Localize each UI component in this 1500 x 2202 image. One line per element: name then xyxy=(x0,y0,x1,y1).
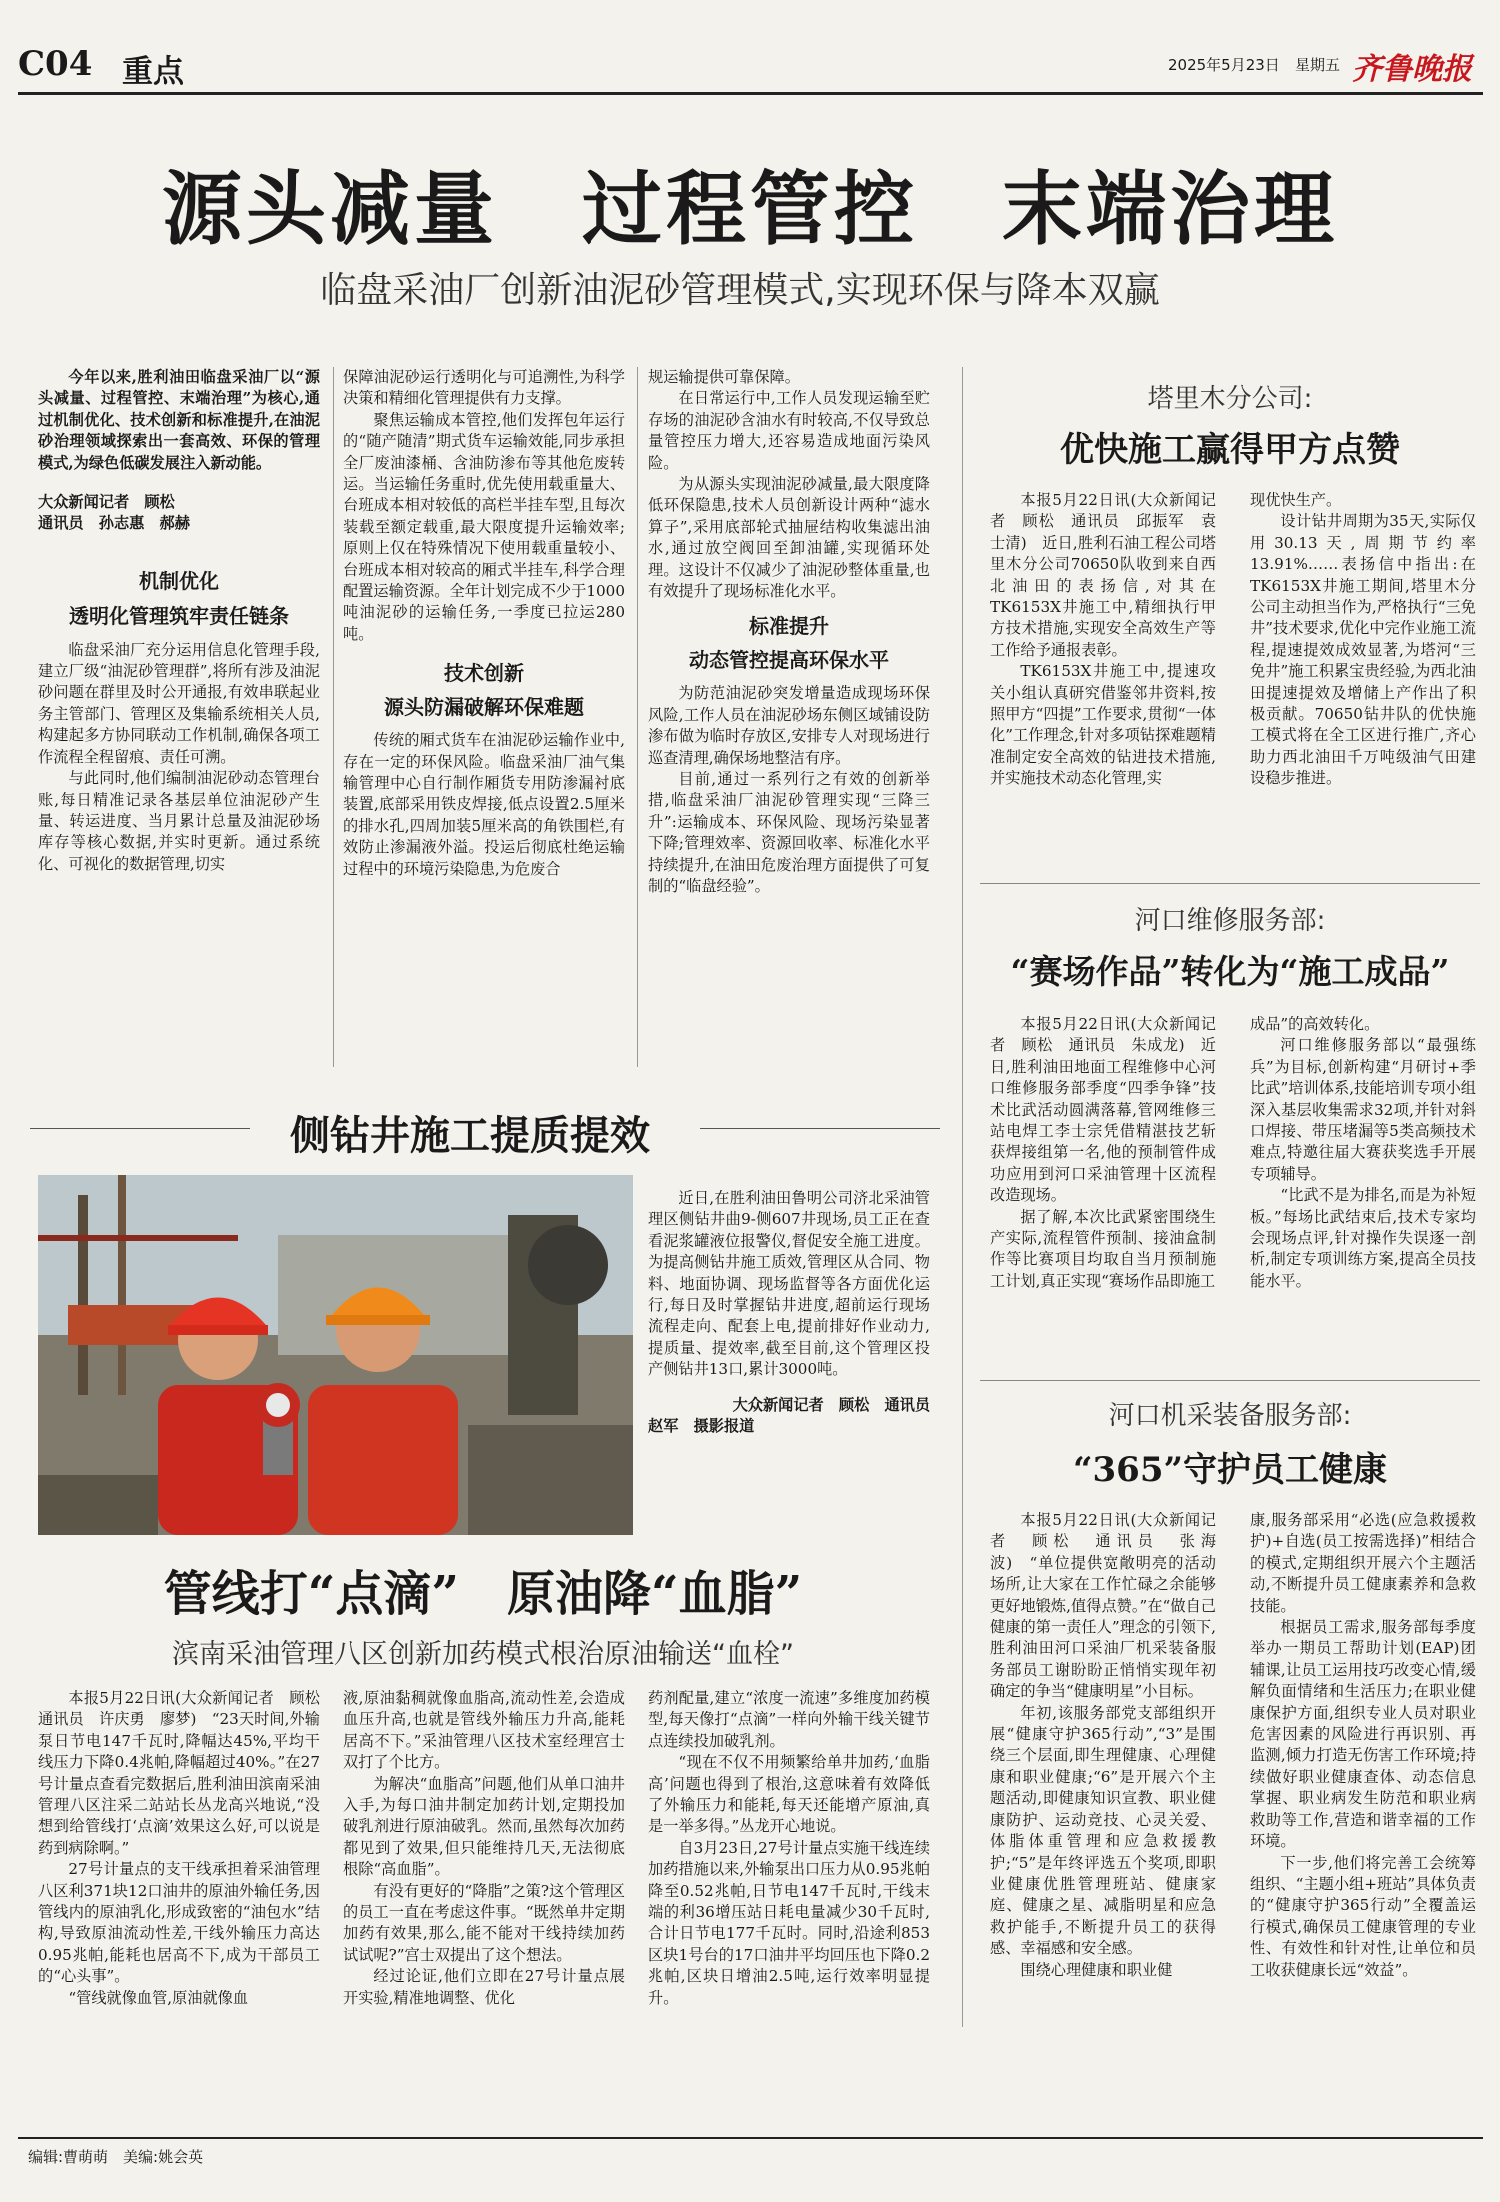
photo-title: 侧钻井施工提质提效 xyxy=(290,1112,650,1159)
photo-credit-2: 赵军 摄影报道 xyxy=(648,1417,755,1436)
right3-para-4: 康,服务部采用“必选(应急救援救护)+自选(员工按需选择)”相结合的模式,定期组织开展六个主题活动,不断提升员工健康素养和急救技能。 xyxy=(1250,1511,1476,1615)
header-rule xyxy=(18,92,1483,95)
right3-para-2: 年初,该服务部党支部组织开展“健康守护365行动”,“3”是围绕三个层面,即生理健康、心理健康和职业健康;“6”是开展六个主题活动,即健康知识宣教、职业健康防护、运动竞技、心灵关爱、体脂体重管理和应急救援教护;“5”是年终评选五个奖项,即职业健康优胜管理班站、健康家庭、健康之星、减脂明星和应急救护能手,不断提升员工的获得感、幸福感和安全感。 xyxy=(990,1703,1216,1958)
col3-para-3: 为从源头实现油泥砂减量,最大限度降低环保隐患,技术人员创新设计两种“滤水算子”,采用底部轮式抽屉结构收集滤出油水,通过放空阀回至卸油罐,实现循环处理。这设计不仅减少了油泥砂整体重量,也有效提升了现场标准化水平。 xyxy=(648,475,930,601)
sec1-head: 透明化管理筑牢责任链条 xyxy=(69,604,289,629)
right3-para-1: 本报5月22日讯(大众新闻记者 顾松 通讯员 张海波) “单位提供宽敞明亮的活动场所,让大家在工作忙碌之余能够更好地锻炼,值得点赞。”在“做自己健康的第一责任人”理念的引领下,胜利油田河口采油厂机采装备服务部员工谢盼盼正悄悄实现年初确定的争当“健康明星”小目标。 xyxy=(990,1511,1216,1701)
sec3-label: 标准提升 xyxy=(749,614,829,639)
right1-para-4: 设计钻井周期为35天,实际仅用30.13天,周期节约率13.91%……表扬信中指出:在TK6153X井施工期间,塔里木分公司主动担当作为,严格执行“三免井”技术要求,优化中完作业施工流程,提速提效成效显著,为塔河“三免井”施工积累宝贵经验,为西北油田提速提效及增储上产作出了积极贡献。70650钻井队的优快施工模式将在全工区进行推广,齐心助力西北油田千万吨级油气田建设稳步推进。 xyxy=(1250,512,1476,788)
section-name: 重点 xyxy=(122,54,184,90)
photo-credit-1: 大众新闻记者 顾松 通讯员 xyxy=(732,1395,930,1414)
col-divider xyxy=(333,367,334,1067)
pipeline-para-9: “现在不仅不用频繁给单井加药,‘血脂高’问题也得到了根治,这意味着有效降低了外输压力和能耗,每天还能增产原油,真是一举多得。”丛龙开心地说。 xyxy=(648,1753,930,1836)
right1-para-2: TK6153X井施工中,提速攻关小组认真研究借鉴邻井资料,按照甲方“四提”工作要求,贯彻“一体化”工作理念,针对多项钻探难题精准制定安全高效的钻进技术措施,并实施技术动态化管理,实 xyxy=(990,662,1216,788)
main-lead: 今年以来,胜利油田临盘采油厂以“源头减量、过程管控、末端治理”为核心,通过机制优化、技术创新和标准提升,在油泥砂治理领域探索出一套高效、环保的管理模式,为绿色低碳发展注入新动能。 xyxy=(38,368,320,472)
right1-para-1: 本报5月22日讯(大众新闻记者 顾松 通讯员 邱振军 袁士清) 近日,胜利石油工程公司塔里木分公司70650队收到来自西北油田的表扬信,对其在TK6153X井施工中,精细执行甲方技术措施,实现安全高效生产等工作给予通报表彰。 xyxy=(990,491,1216,659)
col3-para-4: 为防范油泥砂突发增量造成现场环保风险,工作人员在油泥砂场东侧区域铺设防渗布做为临时存放区,安排专人对现场进行巡查清理,确保场地整洁有序。 xyxy=(648,684,930,767)
col3-para-1: 规运输提供可靠保障。 xyxy=(648,368,800,386)
pipeline-para-7: 经过论证,他们立即在27号计量点展开实验,精准地调整、优化 xyxy=(343,1967,625,2007)
sec2-label: 技术创新 xyxy=(444,661,524,686)
main-title: 源头减量 过程管控 末端治理 xyxy=(162,162,1338,256)
col2-para-2: 聚焦运输成本管控,他们发挥包年运行的“随产随清”期式货车运输效能,同步承担全厂废油漆桶、含油防渗布等其他危废转运。当运输任务重时,优先使用载重量大、台班成本相对较低的高栏半挂车型,且每次装载至额定载重,最大限度提升运输效率;原则上仅在特殊情况下使用载重量较小、台班成本相对较高的厢式半挂车,科学合理配置运输资源。全年计划完成不少于1000吨油泥砂的运输任务,一季度已拉运280吨。 xyxy=(343,410,625,643)
pipeline-title: 管线打“点滴” 原油降“血脂” xyxy=(163,1566,803,1622)
right2-para-1: 本报5月22日讯(大众新闻记者 顾松 通讯员 朱成龙) 近日,胜利油田地面工程维修中心河口维修服务部季度“四季争锋”技术比武活动圆满落幕,管网维修三站电焊工李士宗凭借精湛技艺斩获焊接组第一名,他的预制管件成功应用到河口采油管理十区流程改造现场。 xyxy=(990,1015,1216,1205)
main-column-3 xyxy=(648,367,930,1067)
right2-title: “赛场作品”转化为“施工成品” xyxy=(1010,952,1450,991)
main-column-2 xyxy=(343,367,625,1067)
right2-para-5: “比武不是为排名,而是为补短板。”每场比武结束后,技术专家均会现场点评,针对操作失误逐一剖析,制定专项训练方案,提高全员技能水平。 xyxy=(1250,1186,1476,1290)
footer-editor: 编辑:曹萌萌 美编:姚会英 xyxy=(28,2148,204,2166)
right2-para-2: 据了解,本次比武紧密围绕生产实际,流程管件预制、接油盒制作等比赛项目均取自当月预制施工计划,真正实现“赛场作品即施工 xyxy=(990,1207,1216,1290)
pipeline-col-3 xyxy=(648,1688,930,2028)
col2-para-3: 传统的厢式货车在油泥砂运输作业中,存在一定的环保风险。临盘采油厂油气集输管理中心自行制作厢货专用防渗漏衬底装置,底部采用铁皮焊接,低点设置2.5厘米的排水孔,四周加装5厘米高的角铁围栏,有效防止渗漏液外溢。投运后彻底杜绝运输过程中的环境污染隐患,为危废合 xyxy=(343,731,625,878)
pipeline-col-1 xyxy=(38,1688,336,2028)
right3-col-2 xyxy=(1250,1510,1476,2030)
sec1-label: 机制优化 xyxy=(139,568,219,593)
right-divider xyxy=(980,883,1480,884)
photo-illustration xyxy=(38,1175,633,1535)
right1-col-1 xyxy=(990,490,1216,870)
right3-col-1 xyxy=(990,1510,1216,2030)
right2-para-4: 河口维修服务部以“最强练兵”为目标,创新构建“月研讨+季比武”培训体系,技能培训专项小组深入基层收集需求32项,并针对斜口焊接、带压堵漏等5类高频技术难点,特邀往届大赛获奖选手开展专项辅导。 xyxy=(1250,1036,1476,1183)
right2-para-3: 成品”的高效转化。 xyxy=(1250,1015,1380,1033)
issue-date: 2025年5月23日 xyxy=(1168,56,1280,74)
pipeline-para-8: 药剂配量,建立“浓度一流速”多维度加药模型,每天像打“点滴”一样向外输干线关键节点连续投加破乳剂。 xyxy=(648,1689,930,1750)
drilling-photo xyxy=(38,1175,633,1535)
photo-title-line-left xyxy=(30,1128,250,1129)
col3-para-2: 在日常运行中,工作人员发现运输至贮存场的油泥砂含油水有时较高,不仅导致总量管控压力增大,还容易造成地面污染风险。 xyxy=(648,389,930,472)
pipeline-para-3: “管线就像血管,原油就像血 xyxy=(68,1988,249,2007)
pipeline-subtitle: 滨南采油管理八区创新加药模式根治原油输送“血栓” xyxy=(172,1639,794,1670)
page-code: C04 xyxy=(18,44,93,84)
sec2-head: 源头防漏破解环保难题 xyxy=(384,694,584,719)
pipeline-para-1: 本报5月22日讯(大众新闻记者 顾松 通讯员 许庆勇 廖梦) “23天时间,外输泵日节电147千瓦时,降幅达45%,平均干线压力下降0.4兆帕,降幅超过40%。”在27号计量点查看完数据后,胜利油田滨南采油管理八区注采二站站长丛龙高兴地说,“没想到给管线打‘点滴’效果这么好,可以说是药到病除啊。” xyxy=(38,1689,336,1857)
pipeline-col-2 xyxy=(343,1688,625,2028)
main-byline-2: 通讯员 孙志惠 郝赫 xyxy=(38,514,190,533)
photo-caption-text: 近日,在胜利油田鲁明公司济北采油管理区侧钻井曲9-侧607井现场,员工正在查看泥浆罐液位报警仪,督促安全施工进度。为提高侧钻井施工质效,管理区从合同、物料、地面协调、现场监督等各方面优化运行,每日及时掌握钻井进度,超前运行现场流程走向、配套上电,提前排好作业动力,提质量、提效率,截至目前,这个管理区投产侧钻井13口,累计3000吨。 xyxy=(648,1189,930,1379)
col1-para-2: 与此同时,他们编制油泥砂动态管理台账,每日精准记录各基层单位油泥砂产生量、转运进度、当月累计总量及油泥砂场库存等核心数据,并实时更新。通过系统化、可视化的数据管理,切实 xyxy=(38,769,320,873)
right3-label: 河口机采装备服务部: xyxy=(1108,1401,1352,1431)
photo-caption xyxy=(648,1188,930,1538)
right1-label: 塔里木分公司: xyxy=(1147,384,1313,414)
col-divider xyxy=(962,367,963,2027)
col1-para-1: 临盘采油厂充分运用信息化管理手段,建立厂级“油泥砂管理群”,将所有涉及油泥砂问题在群里及时公开通报,有效串联起业务主管部门、管理区及集输系统相关人员,构建起多方协同联动工作机制,确保各项工作流程全程留痕、责任可溯。 xyxy=(38,640,320,766)
pipeline-para-10: 自3月23日,27号计量点实施干线连续加药措施以来,外输泵出口压力从0.95兆帕降至0.52兆帕,日节电147千瓦时,干线末端的利36增压站日耗电量减少30千瓦时,合计日节电177千瓦时。同时,沿途利853区块1号台的17口油井平均回压也下降0.2兆帕,区块日增油2.5吨,运行效率明显提升。 xyxy=(648,1838,930,2007)
pipeline-para-2: 27号计量点的支干线承担着采油管理八区利371块12口油井的原油外输任务,因管线内的原油乳化,形成致密的“油包水”结构,导致原油流动性差,干线外输压力高达0.95兆帕,能耗也居高不下,成为干部员工的“心头事”。 xyxy=(38,1860,320,1986)
right1-title: 优快施工赢得甲方点赞 xyxy=(1060,430,1400,470)
right2-col-2 xyxy=(1250,1014,1476,1378)
right1-para-3: 现优快生产。 xyxy=(1250,491,1342,509)
right-divider xyxy=(980,1380,1480,1381)
right3-para-5: 根据员工需求,服务部每季度举办一期员工帮助计划(EAP)团辅课,让员工运用技巧改变心情,缓解负面情绪和生活压力;在职业健康保护方面,组织专业人员对职业危害因素的风险进行再识别、再监测,倾力打造无伤害工作环境;持续做好职业健康查体、动态信息掌握、职业病发生防范和职业病救助等工作,营造和谐幸福的工作环境。 xyxy=(1250,1618,1476,1851)
right3-title: “365”守护员工健康 xyxy=(1072,1450,1388,1490)
col3-para-5: 目前,通过一系列行之有效的创新举措,临盘采油厂油泥砂管理实现“三降三升”:运输成本、环保风险、现场污染显著下降;管理效率、资源回收率、标准化水平持续提升,在油田危废治理方面提供了可复制的“临盘经验”。 xyxy=(648,769,930,895)
main-byline-1: 大众新闻记者 顾松 xyxy=(38,493,175,512)
main-subtitle: 临盘采油厂创新油泥砂管理模式,实现环保与降本双赢 xyxy=(320,270,1160,311)
right1-col-2 xyxy=(1250,490,1476,870)
issue-weekday: 星期五 xyxy=(1295,56,1341,74)
main-column-1 xyxy=(38,367,320,1067)
pipeline-para-6: 有没有更好的“降脂”之策?这个管理区的员工一直在考虑这件事。“既然单井定期加药有效果,那么,能不能对干线持续加药试试呢?”宫士双提出了这个想法。 xyxy=(343,1881,625,1964)
col-divider xyxy=(637,367,638,1067)
right3-para-6: 下一步,他们将完善工会统筹组织、“主题小组+班站”具体负责的“健康守护365行动”全覆盖运行模式,确保员工健康管理的专业性、有效性和针对性,让单位和员工收获健康长远“效益”。 xyxy=(1250,1853,1476,1979)
sec3-head: 动态管控提高环保水平 xyxy=(689,647,889,672)
right2-label: 河口维修服务部: xyxy=(1134,906,1326,936)
photo-title-line-right xyxy=(700,1128,940,1129)
paper-logo: 齐鲁晚报 xyxy=(1352,52,1472,87)
right3-para-3: 围绕心理健康和职业健 xyxy=(1020,1960,1173,1979)
pipeline-para-4: 液,原油黏稠就像血脂高,流动性差,会造成血压升高,也就是管线外输压力升高,能耗居高不下。”采油管理八区技术室经理宫士双打了个比方。 xyxy=(343,1689,625,1772)
col2-para-1: 保障油泥砂运行透明化与可追溯性,为科学决策和精细化管理提供有力支撑。 xyxy=(343,368,625,408)
right2-col-1 xyxy=(990,1014,1216,1378)
footer-rule xyxy=(18,2137,1483,2139)
pipeline-para-5: 为解决“血脂高”问题,他们从单口油井入手,为每口油井制定加药计划,定期投加破乳剂进行原油破乳。然而,虽然每次加药都见到了效果,但只能维持几天,无法彻底根除“高血脂”。 xyxy=(343,1774,625,1879)
